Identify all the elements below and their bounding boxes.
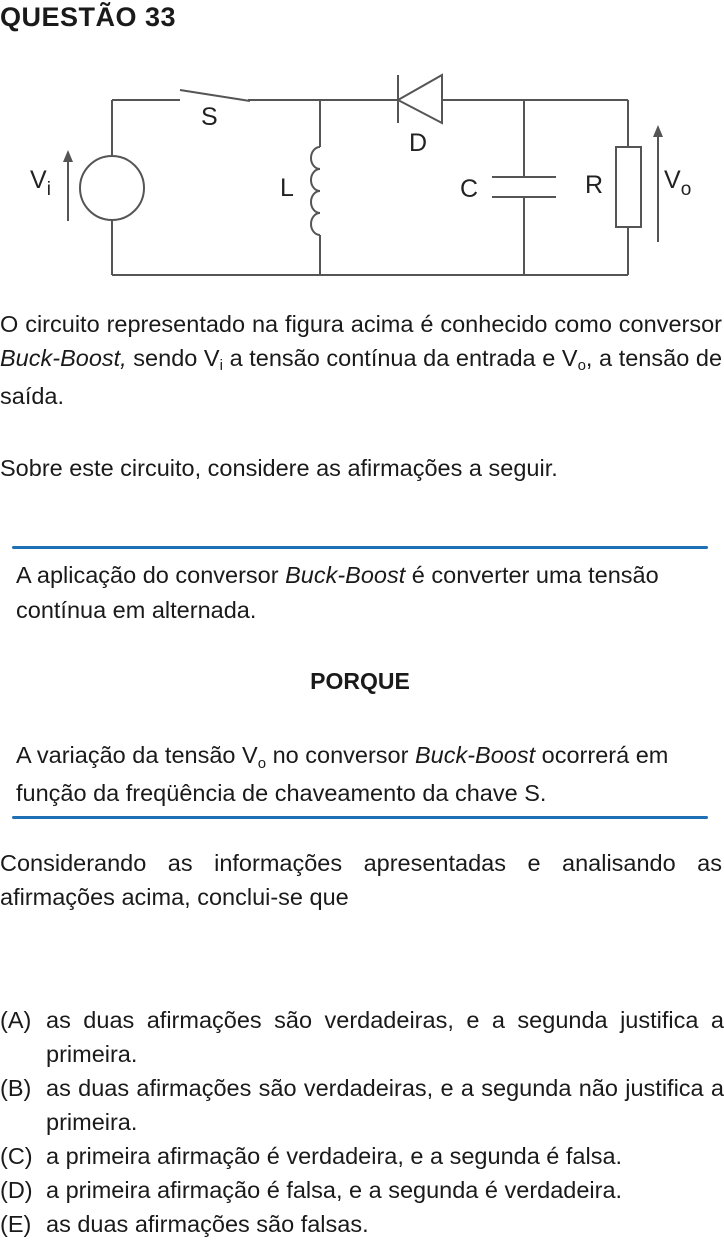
option-text: as duas afirmações são verdadeiras, e a segunda não justifica a primeira. — [46, 1075, 724, 1135]
box-bottom-rule — [12, 816, 708, 819]
switch-label: S — [201, 103, 218, 131]
porque-connector: PORQUE — [310, 668, 410, 694]
box-top-rule — [12, 546, 708, 549]
diode-triangle — [398, 75, 442, 123]
inductor-label: L — [280, 174, 294, 202]
option-c[interactable] — [0, 1139, 724, 1173]
question-prompt: Considerando as informações apresentadas e analisando as afirmações acima, conclui-se que — [0, 850, 722, 910]
consider-paragraph: Sobre este circuito, considere as afirmações a seguir. — [0, 455, 558, 481]
inductor-coil — [311, 147, 320, 235]
option-letter: (E) — [0, 1211, 32, 1237]
option-b[interactable] — [0, 1071, 724, 1139]
resistor-body — [616, 147, 641, 227]
option-text: a primeira afirmação é verdadeira, e a segunda é falsa. — [46, 1143, 623, 1169]
question-title: QUESTÃO 33 — [0, 2, 177, 32]
option-text: as duas afirmações são verdadeiras, e a segunda justifica a primeira. — [46, 1007, 724, 1067]
switch-blade — [180, 90, 250, 101]
vi-label: $V_i$ — [30, 166, 51, 200]
option-d[interactable] — [0, 1173, 724, 1207]
option-letter: (B) — [0, 1075, 32, 1101]
capacitor-label: C — [460, 175, 479, 203]
option-e[interactable] — [0, 1207, 724, 1241]
buck-boost-circuit-diagram — [0, 55, 724, 285]
voltage-source — [80, 156, 144, 220]
option-text: a primeira afirmação é falsa, e a segunda é verdadeira. — [46, 1177, 623, 1203]
vo-arrow-head — [653, 125, 663, 137]
answer-options — [0, 1003, 724, 1241]
option-text: as duas afirmações são falsas. — [46, 1211, 369, 1237]
option-letter: (D) — [0, 1177, 33, 1203]
option-a[interactable] — [0, 1003, 724, 1071]
option-letter: (A) — [0, 1007, 32, 1033]
first-statement: A aplicação do conversor Buck-Boost é converter uma tensão contínua em alternada. — [16, 562, 659, 623]
vo-label: $V_o$ — [664, 166, 692, 200]
second-statement: A variação da tensão $V_o$ no conversor Buck-Boost ocorrerá em função da freqüência de chaveamento da chave S. — [16, 742, 669, 806]
statements-box — [12, 546, 708, 819]
diode-label: D — [409, 129, 428, 157]
option-letter: (C) — [0, 1143, 33, 1169]
intro-paragraph: O circuito representado na figura acima é conhecido como conversor Buck-Boost, sendo $V_i$ a tensão contínua da entrada e $V_o$, a tensão de saída. — [0, 311, 723, 409]
resistor-label: R — [585, 171, 604, 199]
vi-arrow-head — [63, 150, 73, 162]
